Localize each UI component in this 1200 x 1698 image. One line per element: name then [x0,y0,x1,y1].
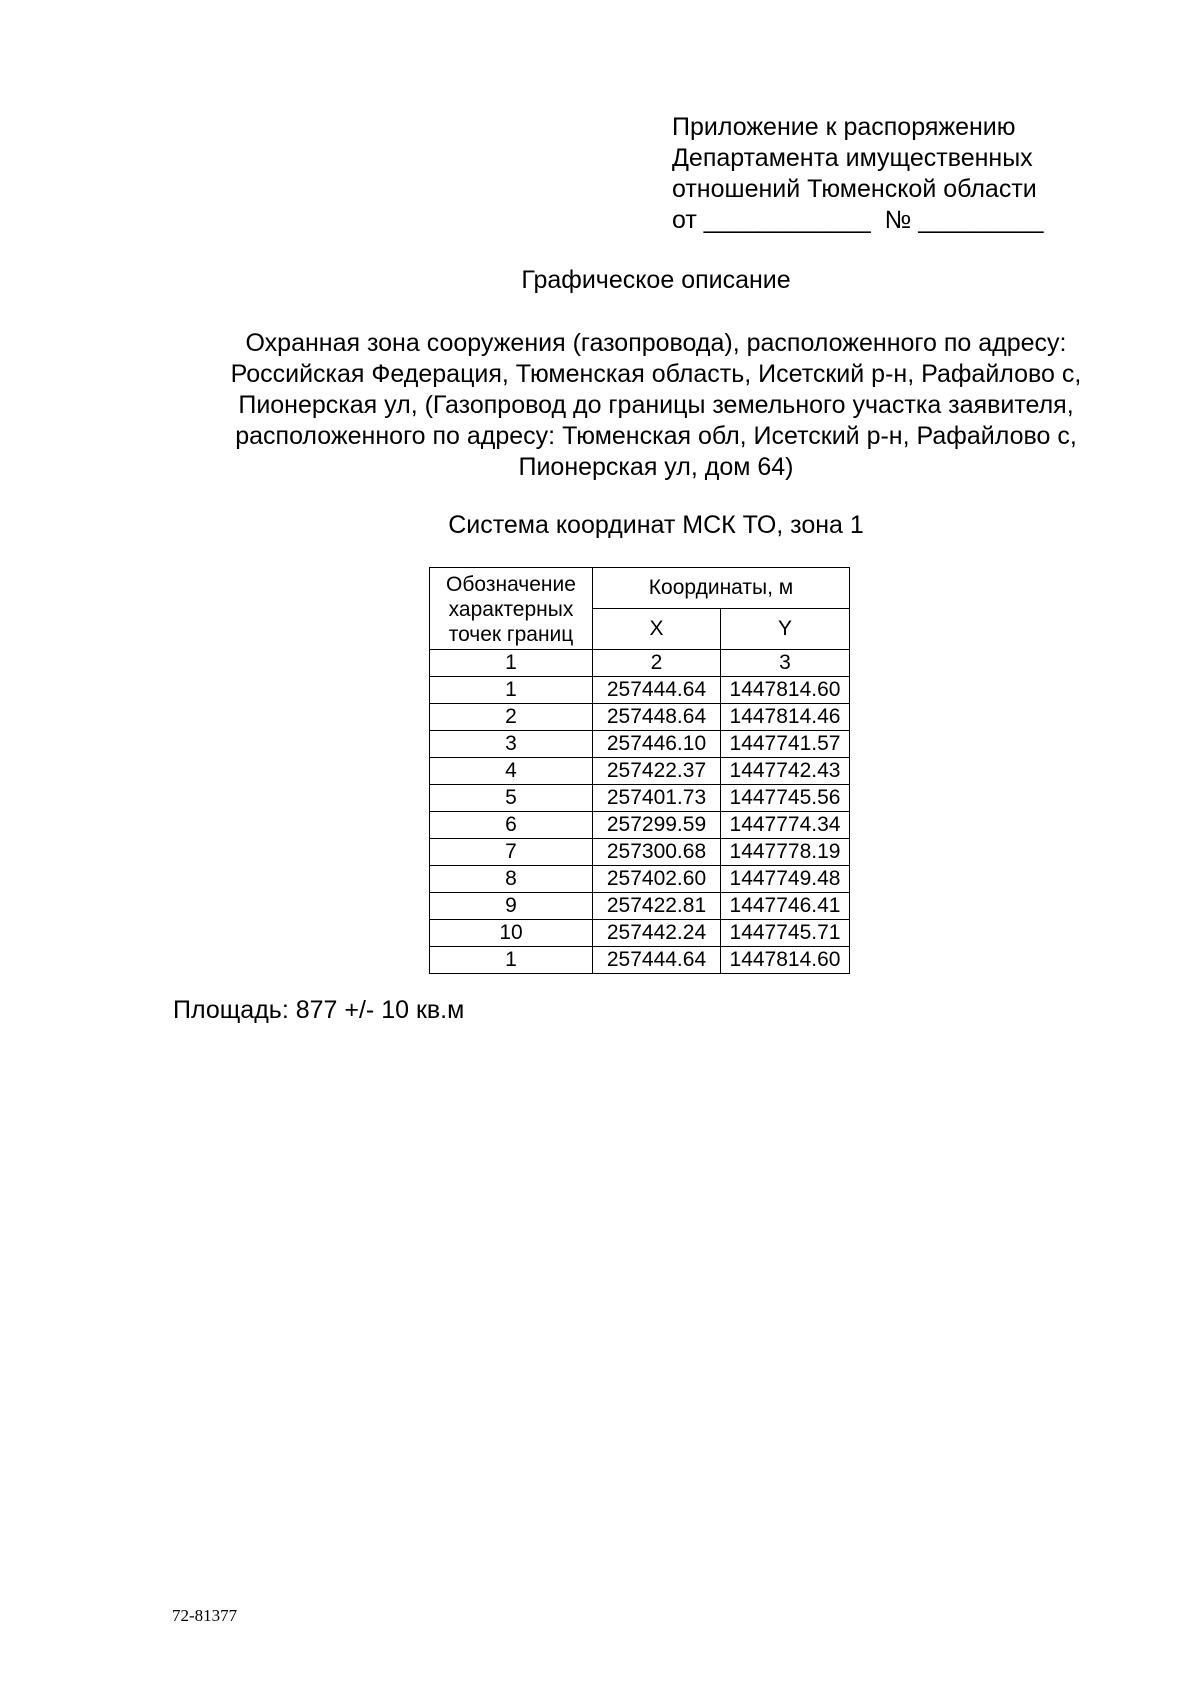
y-coordinate-cell: 1447814.60 [721,947,850,974]
x-coordinate-cell: 257422.81 [593,893,721,920]
point-id-cell: 6 [430,812,593,839]
column-number-row [430,650,850,677]
column-number: 2 [593,650,721,677]
object-description [200,328,1112,483]
appendix-date-number-line: от ____________ № _________ [672,206,1044,234]
point-id-cell: 8 [430,866,593,893]
point-id-cell: 4 [430,758,593,785]
table-row [430,785,850,812]
description-line: Российская Федерация, Тюменская область, Исетский р-н, Рафайлово с, [230,360,1082,388]
y-coordinate-cell: 1447741.57 [721,731,850,758]
table-row [430,677,850,704]
y-coordinate-cell: 1447742.43 [721,758,850,785]
point-id-cell: 1 [430,947,593,974]
x-coordinate-cell: 257401.73 [593,785,721,812]
y-coordinate-cell: 1447746.41 [721,893,850,920]
table-row [430,866,850,893]
description-line: Охранная зона сооружения (газопровода), расположенного по адресу: [245,329,1067,357]
y-coordinate-cell: 1447814.46 [721,704,850,731]
x-coordinate-cell: 257299.59 [593,812,721,839]
y-coordinate-cell: 1447745.71 [721,920,850,947]
coordinates-table [429,567,850,974]
appendix-line: отношений Тюменской области [672,175,1037,203]
appendix-header [672,112,1043,236]
y-coordinate-cell: 1447745.56 [721,785,850,812]
point-id-cell: 2 [430,704,593,731]
table-row [430,812,850,839]
y-coordinate-cell: 1447778.19 [721,839,850,866]
point-id-cell: 1 [430,677,593,704]
description-line: Пионерская ул, дом 64) [518,453,794,481]
description-line: расположенного по адресу: Тюменская обл, Исетский р-н, Рафайлово с, [235,422,1077,450]
x-coordinate-cell: 257422.37 [593,758,721,785]
table-header-row [430,568,850,609]
document-title: Графическое описание [521,266,791,294]
column-number: 3 [721,650,850,677]
area-text: Площадь: 877 +/- 10 кв.м [173,996,465,1024]
point-id-cell: 9 [430,893,593,920]
table-row [430,839,850,866]
document-number: 72-81377 [172,1606,238,1625]
appendix-line: Приложение к распоряжению [672,113,1016,141]
y-coordinate-cell: 1447749.48 [721,866,850,893]
x-coordinate-cell: 257300.68 [593,839,721,866]
point-id-cell: 5 [430,785,593,812]
x-coordinate-cell: 257444.64 [593,677,721,704]
y-header: Y [721,609,850,650]
description-line: Пионерская ул, (Газопровод до границы земельного участка заявителя, [238,391,1074,419]
coordinates-header: Координаты, м [593,568,850,609]
x-coordinate-cell: 257402.60 [593,866,721,893]
x-coordinate-cell: 257442.24 [593,920,721,947]
table-row [430,731,850,758]
point-id-cell: 7 [430,839,593,866]
table-row [430,704,850,731]
point-id-cell: 10 [430,920,593,947]
table-row [430,893,850,920]
coordinate-system-label: Система координат МСК ТО, зона 1 [448,511,864,539]
x-coordinate-cell: 257444.64 [593,947,721,974]
y-coordinate-cell: 1447814.60 [721,677,850,704]
point-label-header: Обозначение характерных точек границ [430,568,593,650]
table-row [430,920,850,947]
y-coordinate-cell: 1447774.34 [721,812,850,839]
appendix-line: Департамента имущественных [672,144,1033,172]
x-coordinate-cell: 257448.64 [593,704,721,731]
x-coordinate-cell: 257446.10 [593,731,721,758]
column-number: 1 [430,650,593,677]
table-row [430,947,850,974]
x-header: X [593,609,721,650]
table-row [430,758,850,785]
point-id-cell: 3 [430,731,593,758]
